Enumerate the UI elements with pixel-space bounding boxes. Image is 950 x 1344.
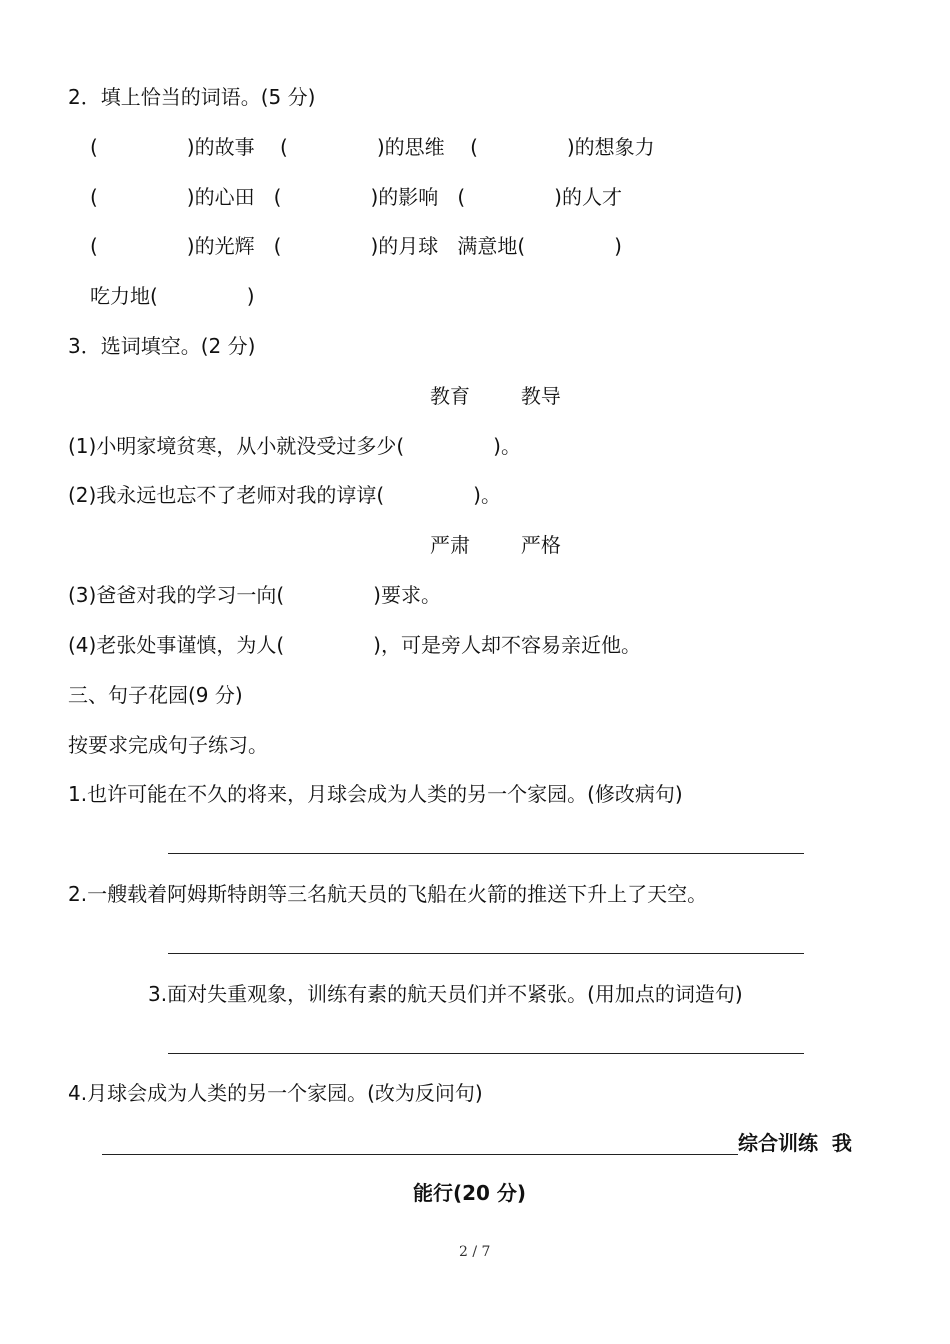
q2-row-2: ( )的心田 ( )的影响 ( )的人才 [90, 185, 622, 209]
answer-line-1 [168, 853, 804, 854]
section-3-heading: 三、句子花园(9 分) [68, 683, 243, 707]
answer-line-4 [102, 1154, 738, 1155]
q3-sentence-4: (4)老张处事谨慎，为人( )，可是旁人却不容易亲近他。 [68, 633, 641, 657]
section-3-instruction: 按要求完成句子练习。 [68, 733, 268, 757]
word-choice-group-2: 严肃 严格 [430, 533, 561, 557]
sentence-item-4: 4.月球会成为人类的另一个家园。(改为反问句) [68, 1081, 483, 1105]
question-3-title: 3．选词填空。(2 分) [68, 334, 256, 358]
q3-sentence-2: (2)我永远也忘不了老师对我的谆谆( )。 [68, 483, 501, 507]
word-choice-group-1: 教育 教导 [430, 384, 561, 408]
section-4-heading-part-1: 综合训练 我 [738, 1131, 852, 1155]
q3-sentence-1: (1)小明家境贫寒，从小就没受过多少( )。 [68, 434, 521, 458]
q2-row-3: ( )的光辉 ( )的月球 满意地( ) [90, 234, 622, 258]
page-number: 2 / 7 [459, 1244, 491, 1260]
sentence-item-3: 3.面对失重观象，训练有素的航天员们并不紧张。(用加点的词造句) [148, 982, 743, 1006]
sentence-item-2: 2.一艘载着阿姆斯特朗等三名航天员的飞船在火箭的推送下升上了天空。 [68, 882, 708, 906]
sentence-item-1: 1.也许可能在不久的将来，月球会成为人类的另一个家园。(修改病句) [68, 782, 683, 806]
question-2-title: 2．填上恰当的词语。(5 分) [68, 85, 316, 109]
section-4-heading-part-2: 能行(20 分) [413, 1181, 527, 1205]
q2-row-4: 吃力地( ) [90, 284, 255, 308]
answer-line-2 [168, 953, 804, 954]
q3-sentence-3: (3)爸爸对我的学习一向( )要求。 [68, 583, 441, 607]
answer-line-3 [168, 1053, 804, 1054]
q2-row-1: ( )的故事 ( )的思维 ( )的想象力 [90, 135, 655, 159]
